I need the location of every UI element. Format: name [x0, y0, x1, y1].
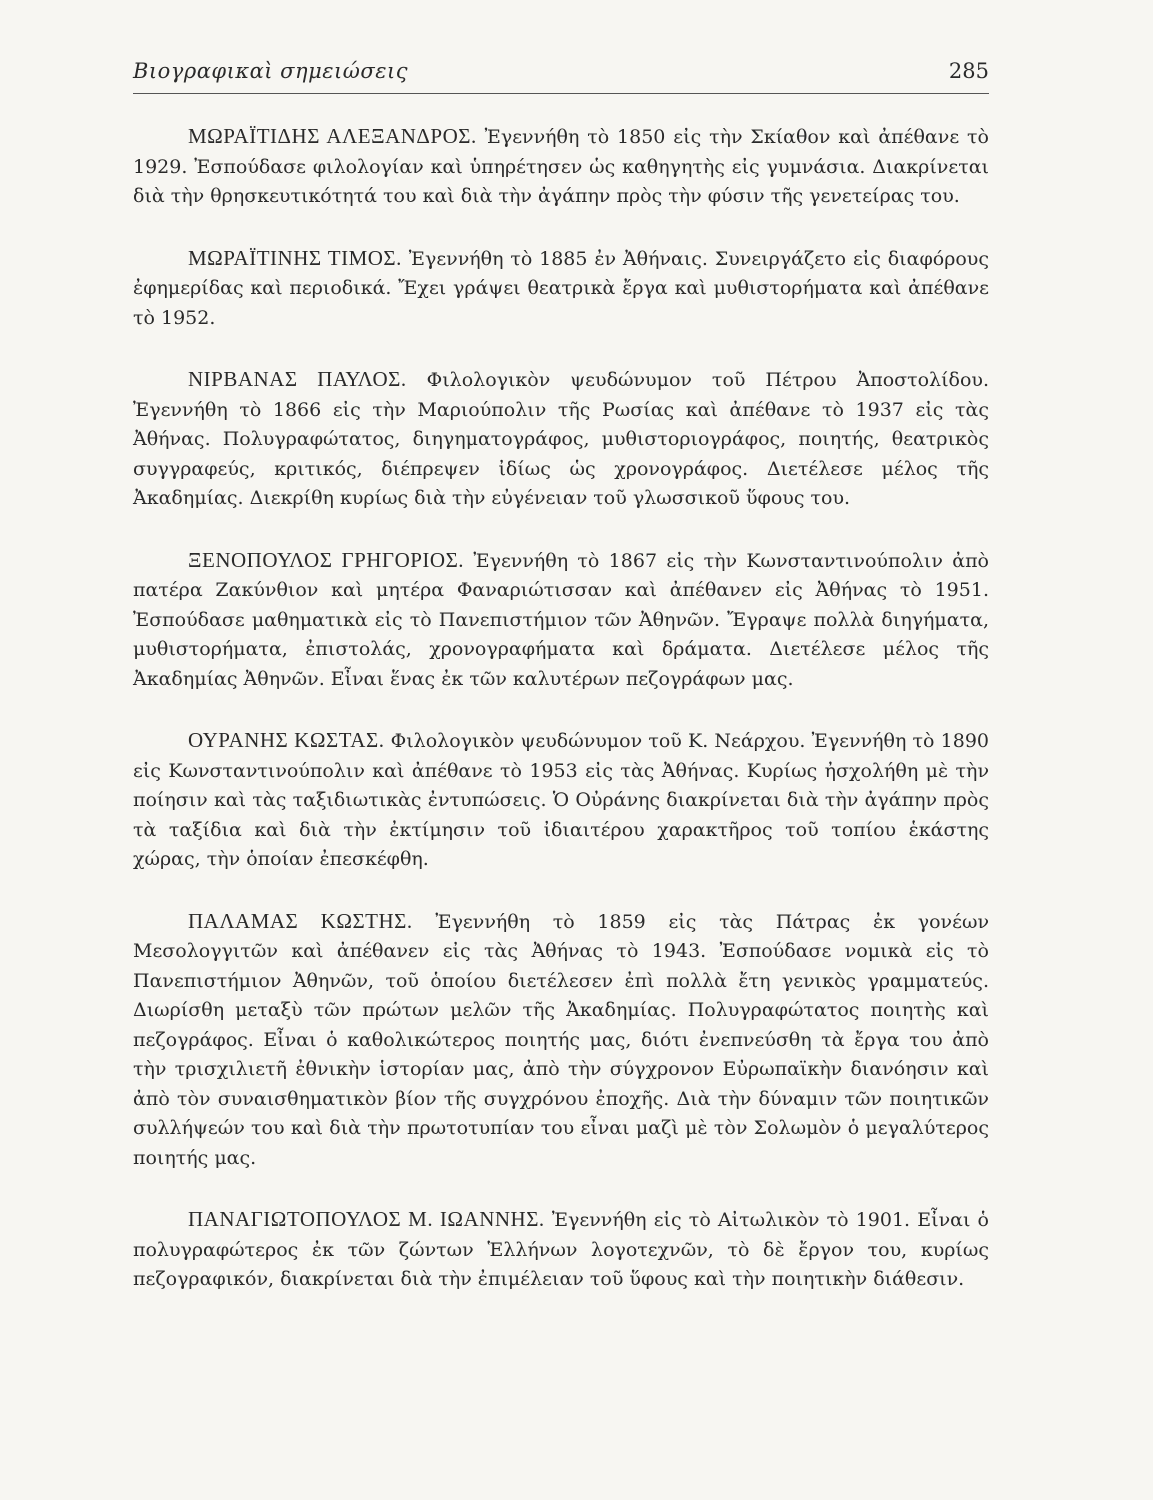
- biography-entry: [133, 907, 989, 1174]
- entry-name: ΜΩΡΑΪΤΙΔΗΣ ΑΛΕΞΑΝΔΡΟΣ.: [188, 124, 477, 148]
- entry-text: Ἐγεννήθη εἰς τὸ Αἰτωλικὸν τὸ 1901. Εἶναι ὁ πολυγραφώτερος ἐκ τῶν ζώντων Ἑλλήνων λογοτεχνῶν, τὸ δὲ ἔργον του, κυρίως πεζογραφικόν, διακρίνεται διὰ τὴν ἐπιμέλειαν τοῦ ὕφους καὶ τὴν ποιητικὴν διάθεσιν.: [133, 1209, 990, 1290]
- entry-text: Ἐγεννήθη τὸ 1859 εἰς τὰς Πάτρας ἐκ γονέων Μεσολογγιτῶν καὶ ἀπέθανεν εἰς τὰς Ἀθήνας τὸ 1943. Ἐσπούδασε νομικὰ εἰς τὸ Πανεπιστήμιον Ἀθηνῶν, τοῦ ὁποίου διετέλεσεν ἐπὶ πολλὰ ἔτη γενικὸς γραμματεύς. Διωρίσθη μεταξὺ τῶν πρώτων μελῶν τῆς Ἀκαδημίας. Πολυγραφώτατος ποιητὴς καὶ πεζογράφος. Εἶναι ὁ καθολικώτερος ποιητής μας, διότι ἐνεπνεύσθη τὰ ἔργα του ἀπὸ τὴν τρισχιλιετῆ ἐθνικὴν ἱστορίαν μας, ἀπὸ τὴν σύγχρονον Εὐρωπαϊκὴν διανόησιν καὶ ἀπὸ τὸν συναισθηματικὸν βίον τῆς συγχρόνου ἐποχῆς. Διὰ τὴν δύναμιν τῶν ποιητικῶν συλλήψεών του καὶ διὰ τὴν πρωτοτυπίαν του εἶναι μαζὶ μὲ τὸν Σολωμὸν ὁ μεγαλύτερος ποιητής μας.: [133, 910, 989, 1169]
- page-number: 285: [948, 59, 989, 83]
- biography-entry: [133, 726, 989, 875]
- biography-entry: [133, 122, 989, 212]
- entry-name: ΝΙΡΒΑΝΑΣ ΠΑΥΛΟΣ.: [188, 367, 407, 391]
- biography-entry: [133, 546, 989, 695]
- entry-text: Ἐγεννήθη τὸ 1867 εἰς τὴν Κωνσταντινούπολιν ἀπὸ πατέρα Ζακύνθιον καὶ μητέρα Φαναριώτισσαν καὶ ἀπέθανεν εἰς Ἀθήνας τὸ 1951. Ἐσπούδασε μαθηματικὰ εἰς τὸ Πανεπιστήμιον τῶν Ἀθηνῶν. Ἔγραψε πολλὰ διηγήματα, μυθιστορήματα, ἐπιστολάς, χρονογραφήματα καὶ δράματα. Διετέλεσε μέλος τῆς Ἀκαδημίας Ἀθηνῶν. Εἶναι ἕνας ἐκ τῶν καλυτέρων πεζογράφων μας.: [133, 549, 990, 690]
- running-header: [133, 57, 989, 94]
- biography-entry: [133, 244, 989, 334]
- biography-entries: [133, 122, 989, 1327]
- entry-text: Ἐγεννήθη τὸ 1850 εἰς τὴν Σκίαθον καὶ ἀπέθανε τὸ 1929. Ἐσπούδασε φιλολογίαν καὶ ὑπηρέτησεν ὡς καθηγητὴς εἰς γυμνάσια. Διακρίνεται διὰ τὴν θρησκευτικότητά του καὶ διὰ τὴν ἀγάπην πρὸς τὴν φύσιν τῆς γενετείρας του.: [133, 126, 989, 207]
- biography-entry: [133, 1205, 989, 1295]
- entry-text: Ἐγεννήθη τὸ 1885 ἐν Ἀθήναις. Συνειργάζετο εἰς διαφόρους ἐφημερίδας καὶ περιοδικά. Ἔχει γράψει θεατρικὰ ἔργα καὶ μυθιστορήματα καὶ ἀπέθανε τὸ 1952.: [133, 247, 989, 329]
- running-title: Βιογραφικαὶ σημειώσεις: [133, 59, 408, 83]
- entry-name: ΟΥΡΑΝΗΣ ΚΩΣΤΑΣ.: [188, 728, 385, 752]
- entry-name: ΜΩΡΑΪΤΙΝΗΣ ΤΙΜΟΣ.: [188, 245, 402, 270]
- entry-name: ΠΑΛΑΜΑΣ ΚΩΣΤΗΣ.: [188, 908, 413, 933]
- entry-name: ΞΕΝΟΠΟΥΛΟΣ ΓΡΗΓΟΡΙΟΣ.: [188, 547, 465, 572]
- entry-name: ΠΑΝΑΓΙΩΤΟΠΟΥΛΟΣ Μ. ΙΩΑΝΝΗΣ.: [188, 1207, 545, 1231]
- entry-text: Φιλολογικὸν ψευδώνυμον τοῦ Κ. Νεάρχου. Ἐγεννήθη τὸ 1890 εἰς Κωνσταντινούπολιν καὶ ἀπέθανε τὸ 1953 εἰς τὰς Ἀθήνας. Κυρίως ἠσχολήθη μὲ τὴν ποίησιν καὶ τὰς ταξιδιωτικὰς ἐντυπώσεις. Ὁ Οὐράνης διακρίνεται διὰ τὴν ἀγάπην πρὸς τὰ ταξίδια καὶ διὰ τὴν ἐκτίμησιν τοῦ ἰδιαιτέρου χαρακτῆρος τοῦ τοπίου ἑκάστης χώρας, τὴν ὁποίαν ἐπεσκέφθη.: [133, 730, 989, 870]
- entry-text: Φιλολογικὸν ψευδώνυμον τοῦ Πέτρου Ἀποστολίδου. Ἐγεννήθη τὸ 1866 εἰς τὴν Μαριούπολιν τῆς Ρωσίας καὶ ἀπέθανε τὸ 1937 εἰς τὰς Ἀθήνας. Πολυγραφώτατος, διηγηματογράφος, μυθιστοριογράφος, ποιητής, θεατρικὸς συγγραφεύς, κριτικός, διέπρεψεν ἰδίως ὡς χρονογράφος. Διετέλεσε μέλος τῆς Ἀκαδημίας. Διεκρίθη κυρίως διὰ τὴν εὐγένειαν τοῦ γλωσσικοῦ ὕφους του.: [133, 369, 990, 509]
- biography-entry: [133, 365, 989, 514]
